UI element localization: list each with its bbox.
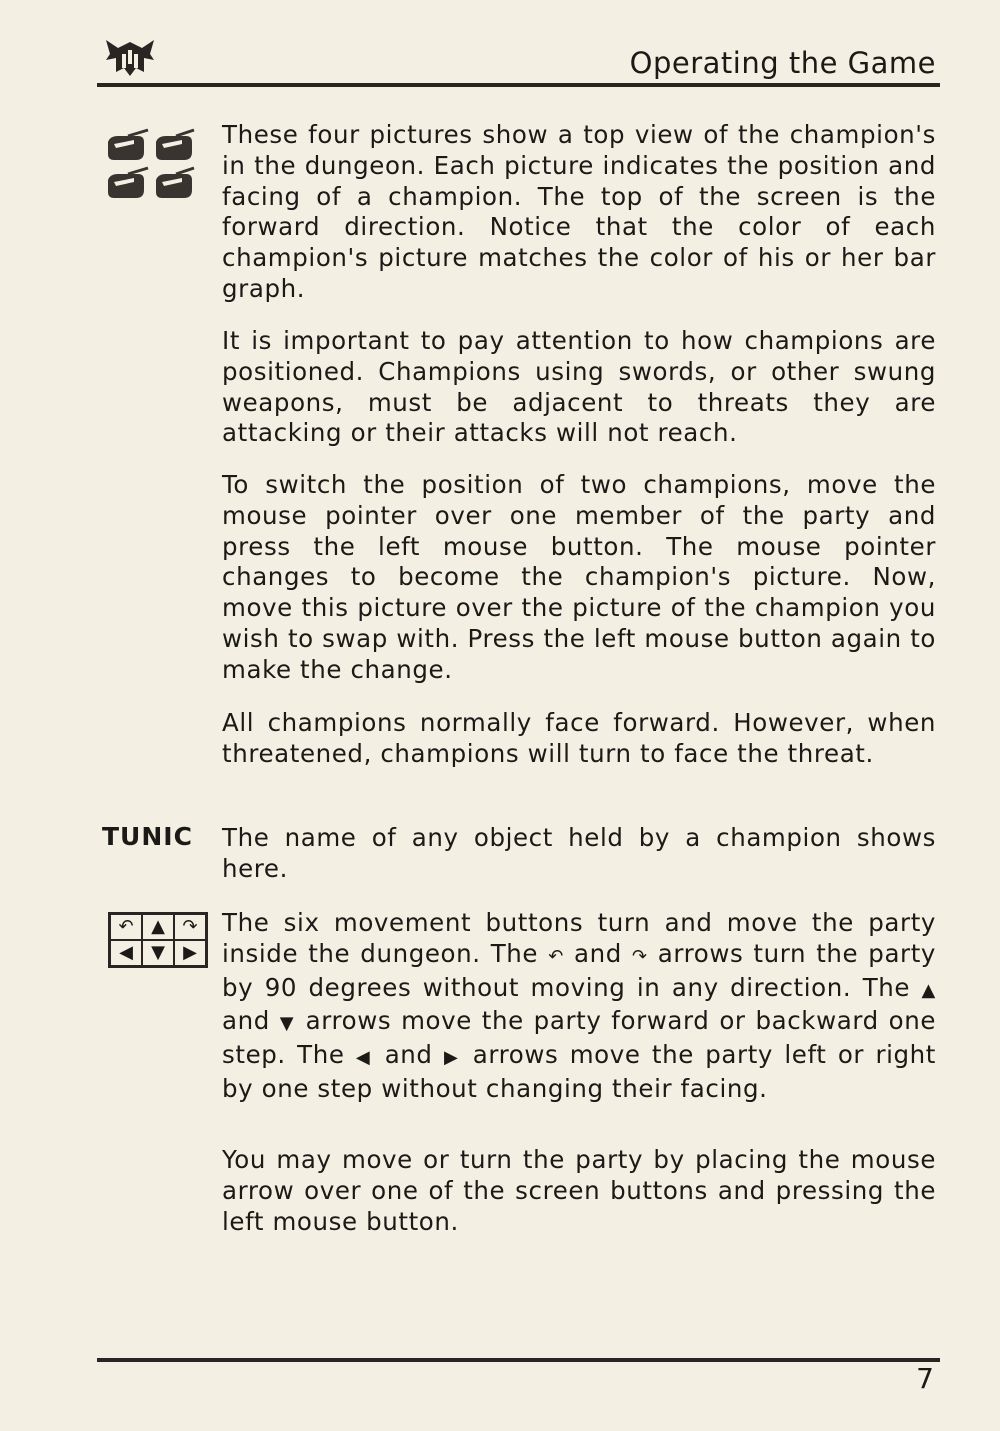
movement-text-2: and: [573, 938, 622, 968]
turn-left-button[interactable]: ↶: [110, 914, 142, 940]
movement-text-5: arrows move the party forward or backward one step. The: [222, 1006, 936, 1070]
section-title: Operating the Game: [629, 46, 936, 80]
move-left-button[interactable]: ◀: [110, 940, 142, 966]
game-logo-icon: [104, 38, 156, 78]
page-number: 7: [916, 1362, 934, 1395]
paragraph-object-name: The name of any object held by a champion shows here.: [222, 823, 936, 883]
movement-text-7: arrows move the party left or right by one step without changing their facing.: [222, 1040, 937, 1103]
footer-divider: [97, 1358, 940, 1362]
right-arrow-icon: ▶: [443, 1047, 462, 1069]
paragraph-mouse-movement: You may move or turn the party by placing the mouse arrow over one of the screen buttons and pressing the left mouse button.: [222, 1145, 936, 1236]
turn-left-arrow-icon: ↶: [548, 945, 564, 967]
move-forward-button[interactable]: ▲: [142, 914, 174, 940]
paragraph-facing: All champions normally face forward. However, when threatened, champions will turn to face the threat.: [222, 708, 936, 768]
turn-right-arrow-icon: ↷: [631, 945, 648, 967]
turn-right-button[interactable]: ↷: [174, 914, 206, 940]
movement-text-4: and: [222, 1006, 270, 1036]
paragraph-champion-pictures: These four pictures show a top view of the champion's in the dungeon. Each picture indicates the position and facing of a champion. The top of the screen is the forward direction. Notice that the color of each champion's picture matches the color of his or her bar graph.: [222, 120, 936, 303]
paragraph-positioning: It is important to pay attention to how champions are positioned. Champions using swords, or other swung weapons, must be adjacent to threats they are attacking or their attacks will not reach.: [222, 326, 936, 448]
paragraph-movement-buttons: [222, 908, 936, 1105]
paragraph-switch-position: To switch the position of two champions, move the mouse pointer over one member of the party and press the left mouse button. The mouse pointer changes to become the champion's picture. Now, move this picture over the picture of the champion you wish to swap with. Press the left mouse button again to make the change.: [222, 470, 936, 684]
movement-text-6: and: [384, 1040, 433, 1070]
backward-arrow-icon: ▼: [279, 1013, 296, 1035]
held-object-name: TUNIC: [102, 822, 193, 851]
left-arrow-icon: ◀: [355, 1047, 374, 1069]
move-backward-button[interactable]: ▼: [142, 940, 174, 966]
header-divider: [97, 83, 940, 87]
move-right-button[interactable]: ▶: [174, 940, 206, 966]
forward-arrow-icon: ▲: [921, 979, 936, 1001]
champion-positions-icon: [104, 128, 196, 206]
movement-text-3: arrows turn the party by 90 degrees without moving in any direction. The: [222, 938, 937, 1002]
movement-buttons-panel: [108, 912, 208, 968]
movement-text-1: The six movement buttons turn and move the party inside the dungeon. The: [222, 908, 936, 968]
